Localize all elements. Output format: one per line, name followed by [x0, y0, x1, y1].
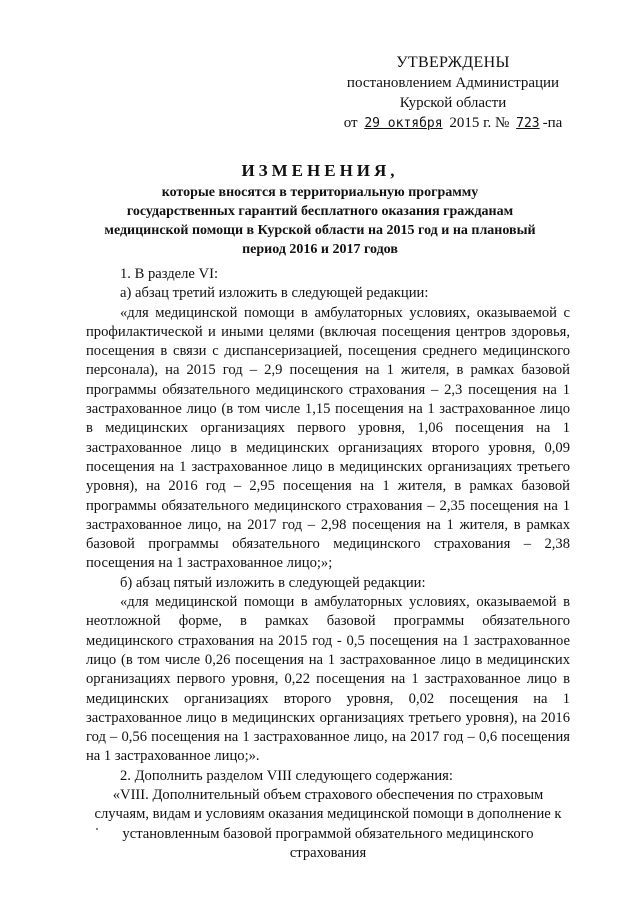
document-heading — [86, 159, 554, 259]
heading-line-4: период 2016 и 2017 годов — [242, 242, 398, 257]
scan-speck — [96, 828, 98, 830]
section-viii-heading — [86, 786, 570, 863]
date-prefix: от — [343, 115, 358, 131]
approval-date-line — [318, 113, 588, 134]
heading-line-2: государственных гарантий бесплатного оказания гражданам — [126, 204, 514, 219]
document-body — [86, 265, 570, 863]
item-2: 2. Дополнить разделом VIII следующего содержания: — [120, 767, 453, 784]
item-1a: а) абзац третий изложить в следующей редакции: — [120, 285, 429, 302]
approval-line-1: постановлением Администрации — [346, 75, 560, 91]
quote-b-paragraph: «для медицинской помощи в амбулаторных условиях, оказываемой в неотложной форме, в рамках базовой программы обязательного медицинского страхования на 2015 год - 0,5 посещения на 1 застрахованное лицо (в том числе 0,26 посещения на 1 застрахованное лицо в медицинских организациях первого уровня, 0,22 посещения на 1 застрахованное лицо в медицинских организациях второго уровня, 0,02 посещения на 1 застрахованное лицо в медицинских организациях третьего уровня), на 2016 год – 0,56 посещения на 1 застрахованное лицо, на 2017 год – 0,6 посещения на 1 застрахованное лицо;». — [86, 594, 570, 765]
approval-line-2: Курской области — [399, 95, 507, 111]
handwritten-date: 29 октября — [364, 116, 443, 131]
section-heading-line-4: страхования — [289, 844, 367, 861]
approval-stamp — [318, 53, 588, 134]
heading-line-3: медицинской помощи в Курской области на 2015 год и на плановый — [104, 223, 536, 238]
date-year: 2015 г. № — [449, 115, 510, 131]
section-heading-line-3: установленным базовой программой обязательного медицинского — [122, 825, 534, 842]
approval-title: УТВЕРЖДЕНЫ — [396, 54, 510, 71]
item-1b: б) абзац пятый изложить в следующей редакции: — [120, 574, 426, 591]
heading-title: ИЗМЕНЕНИЯ, — [241, 161, 399, 180]
section-heading-line-1: «VIII. Дополнительный объем страхового обеспечения по страховым — [112, 787, 544, 804]
number-suffix: -па — [542, 115, 563, 131]
section-heading-line-2: случаям, видам и условиям оказания медицинской помощи в дополнение к — [94, 806, 562, 823]
item-1: 1. В разделе VI: — [120, 266, 219, 282]
heading-line-1: которые вносятся в территориальную программу — [161, 185, 479, 200]
handwritten-number: 723 — [516, 116, 540, 131]
quote-a-paragraph: «для медицинской помощи в амбулаторных условиях, оказываемой с профилактической и иными целями (включая посещения центров здоровья, посещения в связи с диспансеризацией, посещения среднего медицинского персонала), на 2015 год – 2,9 посещения на 1 жителя, в рамках базовой программы обязательного медицинского страхования – 2,3 посещения на 1 застрахованное лицо (в том числе 1,15 посещения на 1 застрахованное лицо в медицинских организациях первого уровня, 1,06 посещения на 1 застрахованное лицо в медицинских организациях второго уровня, 0,09 посещения на 1 застрахованное лицо в медицинских организациях третьего уровня), на 2016 год – 2,95 посещения на 1 жителя, в рамках базовой программы обязательного медицинского страхования – 2,35 посещения на 1 застрахованное лицо, на 2017 год – 2,98 посещения на 1 жителя, в рамках базовой программы обязательного медицинского страхования – 2,38 посещения на 1 застрахованное лицо;»; — [86, 304, 570, 572]
